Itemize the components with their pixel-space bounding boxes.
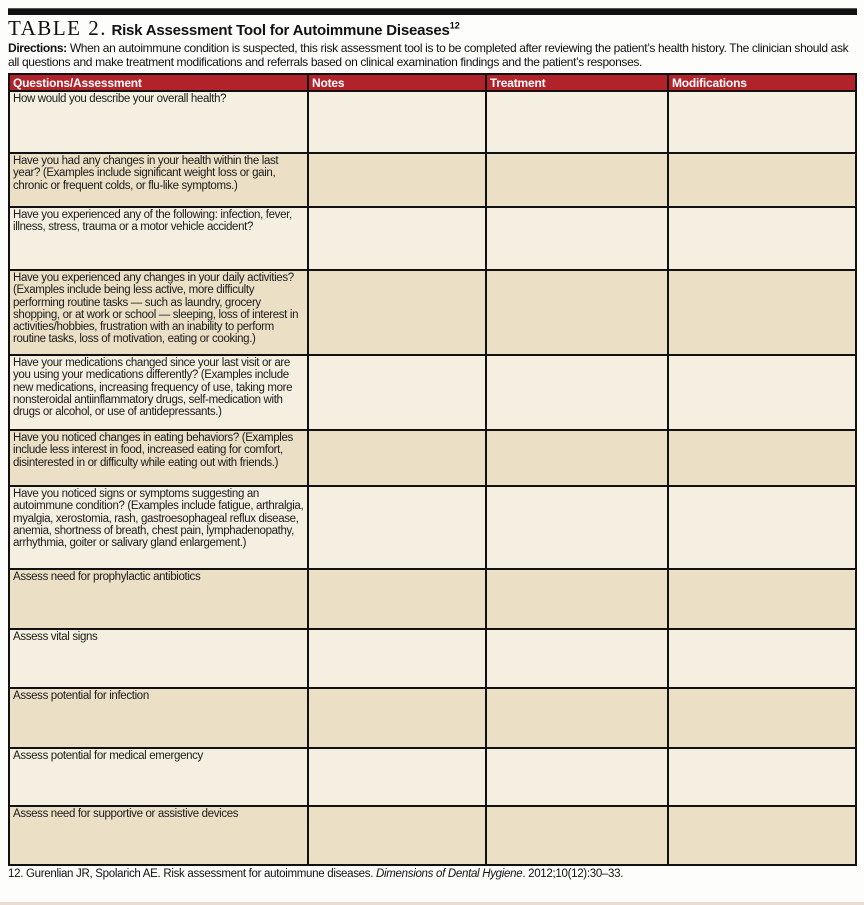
question-cell: How would you describe your overall health? [9, 91, 308, 153]
question-cell: Assess vital signs [9, 629, 308, 688]
notes-cell [308, 806, 486, 865]
table-row [9, 270, 856, 355]
footnote-citation-suffix: . 2012;10(12):30–33. [522, 868, 624, 880]
modifications-cell [668, 569, 856, 629]
footnote-text: 12. Gurenlian JR, Spolarich AE. Risk assessment for autoimmune diseases. [8, 868, 377, 880]
notes-cell [308, 486, 486, 569]
treatment-cell [486, 748, 668, 806]
question-cell: Have you noticed signs or symptoms suggesting an autoimmune condition? (Examples include fatigue, arthralgia, myalgia, xerostomia, rash, gastroesophageal reflux disease, anemia, shortness of breath, chest pain, lymphadenopathy, arrhythmia, goiter or salivary gland enlargement.) [9, 486, 308, 569]
treatment-cell [486, 569, 668, 629]
risk-assessment-table [8, 73, 857, 866]
notes-cell [308, 629, 486, 688]
table-row [9, 207, 856, 270]
treatment-cell [486, 430, 668, 486]
treatment-cell [486, 806, 668, 865]
header-row [9, 74, 856, 91]
treatment-cell [486, 688, 668, 748]
column-header-treatment: Treatment [486, 74, 668, 91]
modifications-cell [668, 806, 856, 865]
reference-footnote [8, 868, 857, 880]
notes-cell [308, 748, 486, 806]
table-row [9, 806, 856, 865]
question-cell: Assess need for supportive or assistive devices [9, 806, 308, 865]
column-header-notes: Notes [308, 74, 486, 91]
question-cell: Have your medications changed since your last visit or are you using your medications differently? (Examples include new medications, increasing frequency of use, taking more nonsteroidal antiinflammatory drugs, self-medication with drugs or alcohol, or use of antidepressants.) [9, 355, 308, 430]
modifications-cell [668, 748, 856, 806]
column-header-modifications: Modifications [668, 74, 856, 91]
title-reference-superscript: 12 [449, 20, 460, 31]
table-row [9, 430, 856, 486]
page-title: Risk Assessment Tool for Autoimmune Diseases [111, 22, 450, 39]
modifications-cell [668, 629, 856, 688]
question-cell: Have you noticed changes in eating behaviors? (Examples include less interest in food, increased eating for comfort, disinterested in or difficulty while eating out with friends.) [9, 430, 308, 486]
treatment-cell [486, 355, 668, 430]
notes-cell [308, 91, 486, 153]
modifications-cell [668, 270, 856, 355]
question-cell: Assess potential for medical emergency [9, 748, 308, 806]
question-cell: Have you experienced any of the following: infection, fever, illness, stress, trauma or a motor vehicle accident? [9, 207, 308, 270]
table-row [9, 629, 856, 688]
table-row [9, 91, 856, 153]
modifications-cell [668, 153, 856, 207]
question-cell: Have you had any changes in your health within the last year? (Examples include significant weight loss or gain, chronic or frequent colds, or flu-like symptoms.) [9, 153, 308, 207]
table-row [9, 486, 856, 569]
question-cell: Have you experienced any changes in your daily activities? (Examples include being less active, more difficulty performing routine tasks — such as laundry, grocery shopping, or at work or school — sleeping, loss of interest in activities/hobbies, frustration with an inability to perform routine tasks, loss of motivation, eating or cooking.) [9, 270, 308, 355]
footnote-journal-name: Dimensions of Dental Hygiene [376, 868, 523, 880]
modifications-cell [668, 91, 856, 153]
modifications-cell [668, 688, 856, 748]
modifications-cell [668, 355, 856, 430]
modifications-cell [668, 207, 856, 270]
notes-cell [308, 430, 486, 486]
notes-cell [308, 688, 486, 748]
table-row [9, 355, 856, 430]
treatment-cell [486, 91, 668, 153]
table-row [9, 748, 856, 806]
table-number: TABLE 2. [8, 16, 107, 40]
question-cell: Assess potential for infection [9, 688, 308, 748]
modifications-cell [668, 430, 856, 486]
directions-body: When an autoimmune condition is suspected, this risk assessment tool is to be completed after reviewing the patient’s health history. The clinician should ask all questions and make treatment modifications and referrals based on clinical examination findings and the patient’s responses. [8, 41, 849, 69]
table-row [9, 569, 856, 629]
directions-label: Directions: [8, 41, 67, 55]
table-title [8, 18, 857, 41]
top-rule [8, 8, 857, 15]
directions-text [8, 42, 857, 69]
notes-cell [308, 270, 486, 355]
notes-cell [308, 569, 486, 629]
treatment-cell [486, 486, 668, 569]
notes-cell [308, 153, 486, 207]
treatment-cell [486, 207, 668, 270]
question-cell: Assess need for prophylactic antibiotics [9, 569, 308, 629]
modifications-cell [668, 486, 856, 569]
treatment-cell [486, 629, 668, 688]
notes-cell [308, 355, 486, 430]
notes-cell [308, 207, 486, 270]
table-row [9, 153, 856, 207]
content-area [8, 0, 857, 880]
column-header-questions: Questions/Assessment [9, 74, 308, 91]
treatment-cell [486, 153, 668, 207]
treatment-cell [486, 270, 668, 355]
table-row [9, 688, 856, 748]
